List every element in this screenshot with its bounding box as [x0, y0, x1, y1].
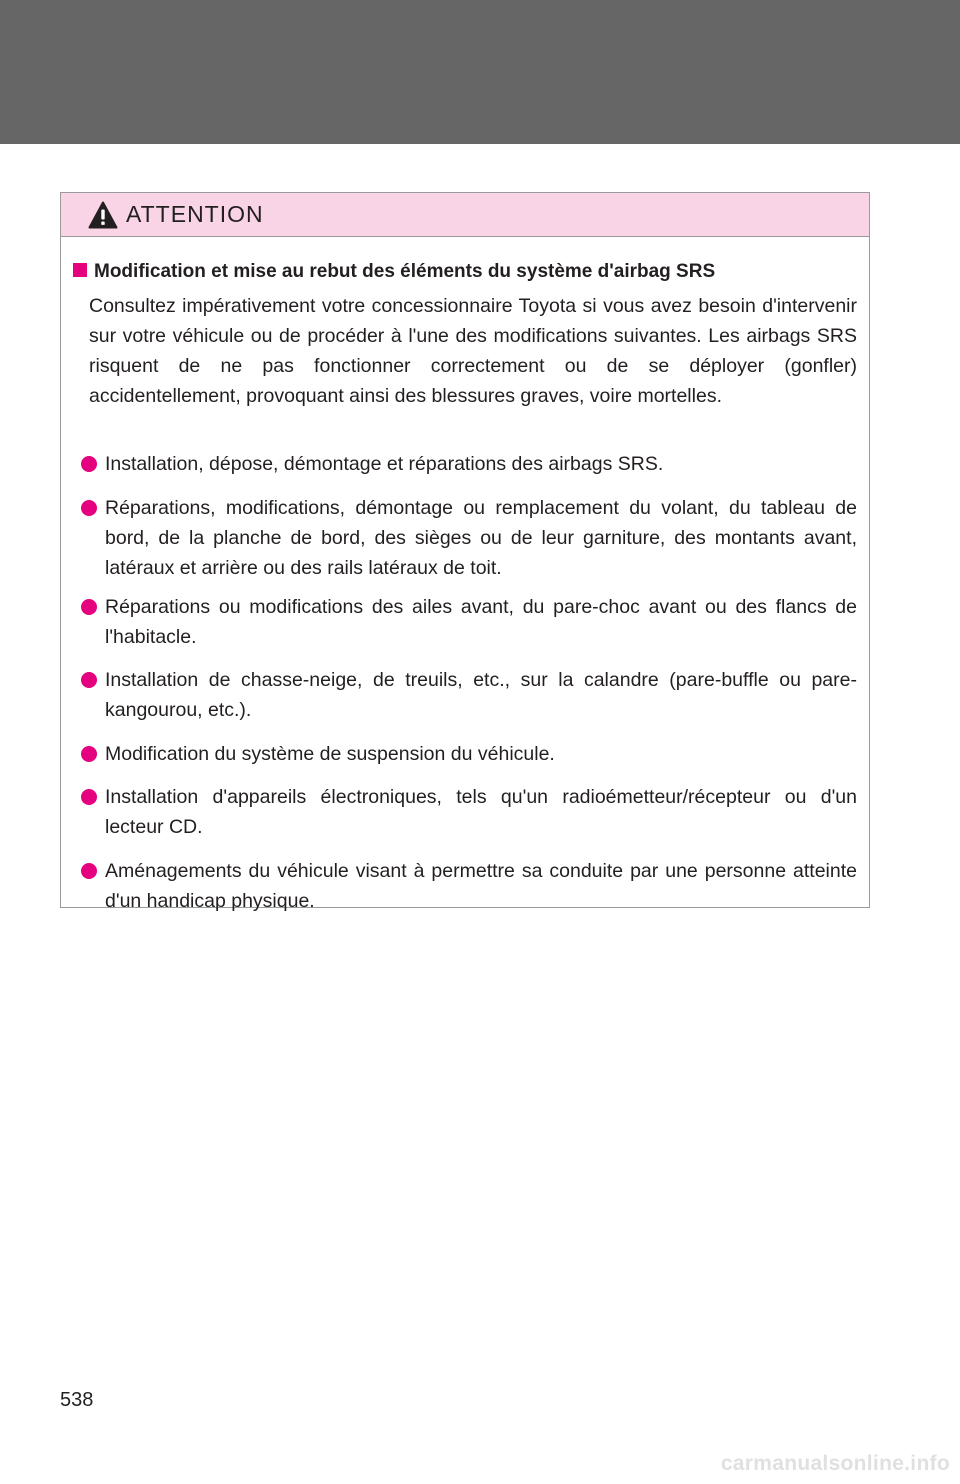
list-item: [81, 449, 857, 479]
list-item: [81, 665, 857, 725]
list-item-text: Réparations ou modifications des ailes avant, du pare-choc avant ou des flancs de l'habitacle.: [105, 596, 857, 648]
circle-bullet-icon: [81, 672, 97, 688]
watermark: carmanualsonline.info: [720, 1452, 950, 1475]
warning-box: [60, 192, 870, 912]
list-item-text: Installation de chasse-neige, de treuils, etc., sur la calandre (pare-buffle ou pare-kangourou, etc.).: [105, 669, 857, 721]
warning-header: [61, 193, 869, 237]
list-item: [81, 782, 857, 842]
circle-bullet-icon: [81, 746, 97, 762]
circle-bullet-icon: [81, 863, 97, 879]
list-item-text: Modification du système de suspension du véhicule.: [105, 743, 555, 765]
list-item-text: Réparations, modifications, démontage ou remplacement du volant, du tableau de bord, de la planche de bord, des sièges ou de leur garniture, des montants avant, latéraux et arrière ou des rails latéraux de toit.: [105, 497, 857, 579]
warning-triangle-icon: [88, 201, 118, 229]
section-title: [73, 261, 715, 283]
list-item: [81, 739, 857, 769]
section-title-text: Modification et mise au rebut des éléments du système d'airbag SRS: [94, 261, 716, 282]
warning-title: ATTENTION: [126, 201, 264, 227]
circle-bullet-icon: [81, 599, 97, 615]
list-item-text: Aménagements du véhicule visant à permettre sa conduite par une personne atteinte d'un handicap physique.: [105, 860, 857, 912]
square-bullet-icon: [73, 263, 87, 277]
circle-bullet-icon: [81, 456, 97, 472]
list-item: [81, 592, 857, 652]
list-item-text: Installation, dépose, démontage et réparations des airbags SRS.: [105, 453, 664, 475]
intro-paragraph: Consultez impérativement votre concessionnaire Toyota si vous avez besoin d'intervenir sur votre véhicule ou de procéder à l'une des modifications suivantes. Les airbags SRS risquent de ne pas fonctionner correctement ou de se déployer (gonfler) accidentellement, provoquant ainsi des blessures graves, voire mortelles.: [89, 295, 857, 407]
page-number: 538: [60, 1389, 94, 1411]
list-item: [81, 856, 857, 916]
circle-bullet-icon: [81, 500, 97, 516]
header-bar: [0, 0, 960, 144]
circle-bullet-icon: [81, 789, 97, 805]
list-item-text: Installation d'appareils électroniques, tels qu'un radioémetteur/récepteur ou d'un lecteur CD.: [105, 786, 857, 838]
list-item: [81, 493, 857, 583]
